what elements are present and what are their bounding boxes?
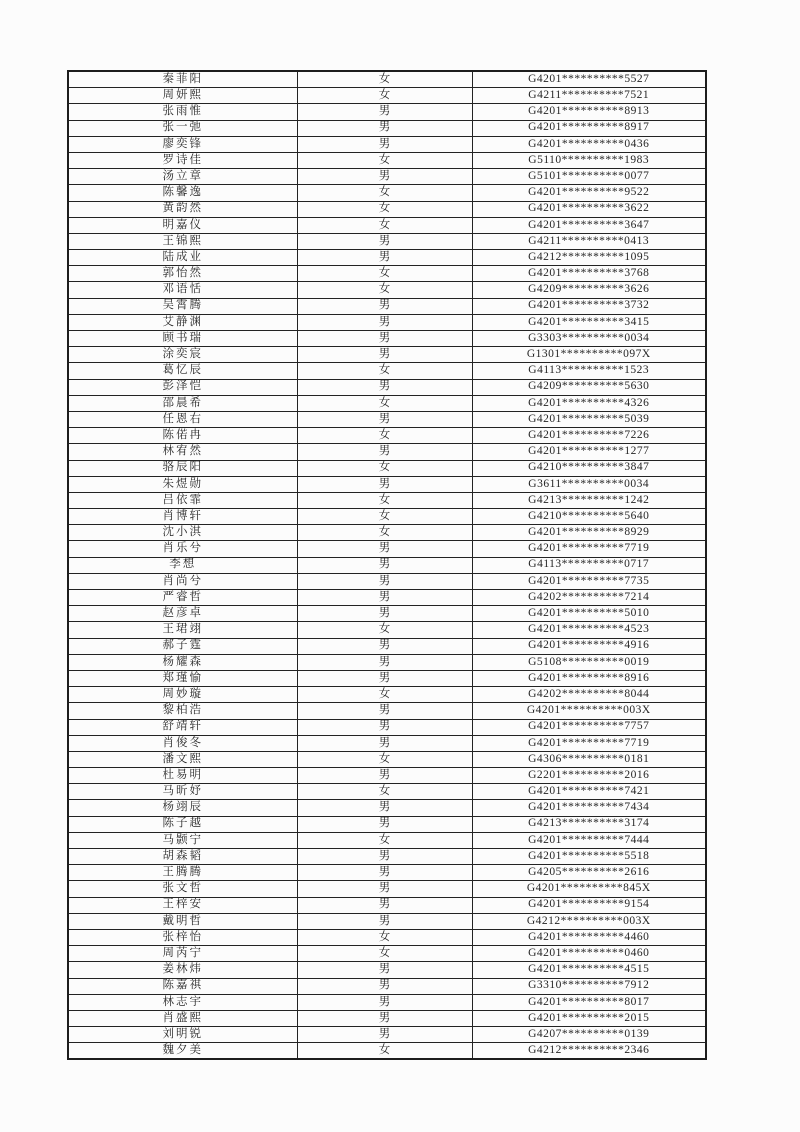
id-number-cell: G4201**********3647 bbox=[472, 217, 706, 233]
id-number-cell: G4201**********7735 bbox=[472, 573, 706, 589]
name-cell: 林宥然 bbox=[68, 444, 297, 460]
name-cell: 魏夕美 bbox=[68, 1043, 297, 1060]
gender-cell: 女 bbox=[297, 428, 472, 444]
table-row bbox=[68, 331, 706, 347]
gender-cell: 男 bbox=[297, 962, 472, 978]
table-row bbox=[68, 266, 706, 282]
id-number-cell: G4212**********1095 bbox=[472, 250, 706, 266]
gender-cell: 女 bbox=[297, 185, 472, 201]
gender-cell: 男 bbox=[297, 104, 472, 120]
name-cell: 沈小淇 bbox=[68, 525, 297, 541]
name-cell: 杨翊辰 bbox=[68, 800, 297, 816]
table-row bbox=[68, 784, 706, 800]
name-cell: 张一弛 bbox=[68, 120, 297, 136]
name-cell: 张文哲 bbox=[68, 881, 297, 897]
name-cell: 陈偌冉 bbox=[68, 428, 297, 444]
table-row bbox=[68, 298, 706, 314]
name-cell: 罗诗佳 bbox=[68, 152, 297, 168]
gender-cell: 男 bbox=[297, 573, 472, 589]
table-row bbox=[68, 314, 706, 330]
id-number-cell: G3310**********7912 bbox=[472, 978, 706, 994]
name-cell: 舒靖轩 bbox=[68, 719, 297, 735]
id-number-cell: G4201**********4523 bbox=[472, 622, 706, 638]
gender-cell: 女 bbox=[297, 525, 472, 541]
table-row bbox=[68, 735, 706, 751]
gender-cell: 女 bbox=[297, 395, 472, 411]
id-number-cell: G4205**********2616 bbox=[472, 865, 706, 881]
table-row bbox=[68, 185, 706, 201]
id-number-cell: G4201**********3732 bbox=[472, 298, 706, 314]
table-row bbox=[68, 703, 706, 719]
name-cell: 邵晨希 bbox=[68, 395, 297, 411]
table-row bbox=[68, 395, 706, 411]
id-number-cell: G1301**********097X bbox=[472, 347, 706, 363]
name-cell: 汤立章 bbox=[68, 169, 297, 185]
table-row bbox=[68, 994, 706, 1010]
id-number-cell: G4201**********8916 bbox=[472, 670, 706, 686]
table-row bbox=[68, 606, 706, 622]
id-number-cell: G4209**********5630 bbox=[472, 379, 706, 395]
table-row bbox=[68, 865, 706, 881]
roster-table bbox=[67, 70, 707, 1060]
name-cell: 胡森韬 bbox=[68, 849, 297, 865]
gender-cell: 男 bbox=[297, 331, 472, 347]
gender-cell: 女 bbox=[297, 152, 472, 168]
gender-cell: 男 bbox=[297, 978, 472, 994]
name-cell: 马昕妤 bbox=[68, 784, 297, 800]
name-cell: 赵彦卓 bbox=[68, 606, 297, 622]
table-row bbox=[68, 233, 706, 249]
id-number-cell: G4201**********7444 bbox=[472, 832, 706, 848]
id-number-cell: G4306**********0181 bbox=[472, 751, 706, 767]
name-cell: 郝子霆 bbox=[68, 638, 297, 654]
id-number-cell: G4201**********5039 bbox=[472, 411, 706, 427]
id-number-cell: G4201**********845X bbox=[472, 881, 706, 897]
table-row bbox=[68, 590, 706, 606]
gender-cell: 女 bbox=[297, 363, 472, 379]
id-number-cell: G4202**********7214 bbox=[472, 590, 706, 606]
id-number-cell: G4201**********8917 bbox=[472, 120, 706, 136]
id-number-cell: G4201**********9154 bbox=[472, 897, 706, 913]
name-cell: 任恩右 bbox=[68, 411, 297, 427]
table-row bbox=[68, 638, 706, 654]
table-row bbox=[68, 557, 706, 573]
table-row bbox=[68, 444, 706, 460]
table-row bbox=[68, 136, 706, 152]
id-number-cell: G4201**********003X bbox=[472, 703, 706, 719]
gender-cell: 女 bbox=[297, 88, 472, 104]
name-cell: 肖博轩 bbox=[68, 509, 297, 525]
table-row bbox=[68, 751, 706, 767]
table-row bbox=[68, 379, 706, 395]
table-row bbox=[68, 476, 706, 492]
table-row bbox=[68, 897, 706, 913]
id-number-cell: G4201**********0460 bbox=[472, 946, 706, 962]
name-cell: 陈馨逸 bbox=[68, 185, 297, 201]
id-number-cell: G4201**********5010 bbox=[472, 606, 706, 622]
gender-cell: 女 bbox=[297, 946, 472, 962]
id-number-cell: G4213**********3174 bbox=[472, 816, 706, 832]
gender-cell: 女 bbox=[297, 492, 472, 508]
gender-cell: 女 bbox=[297, 71, 472, 88]
name-cell: 陈子越 bbox=[68, 816, 297, 832]
name-cell: 张梓怡 bbox=[68, 929, 297, 945]
gender-cell: 男 bbox=[297, 557, 472, 573]
id-number-cell: G4201**********4916 bbox=[472, 638, 706, 654]
roster-table-body bbox=[68, 71, 706, 1059]
table-row bbox=[68, 411, 706, 427]
id-number-cell: G4209**********3626 bbox=[472, 282, 706, 298]
id-number-cell: G4210**********5640 bbox=[472, 509, 706, 525]
id-number-cell: G4201**********4326 bbox=[472, 395, 706, 411]
table-row bbox=[68, 849, 706, 865]
table-row bbox=[68, 201, 706, 217]
gender-cell: 男 bbox=[297, 120, 472, 136]
gender-cell: 男 bbox=[297, 411, 472, 427]
gender-cell: 女 bbox=[297, 784, 472, 800]
gender-cell: 男 bbox=[297, 849, 472, 865]
id-number-cell: G4207**********0139 bbox=[472, 1027, 706, 1043]
table-row bbox=[68, 169, 706, 185]
id-number-cell: G4212**********2346 bbox=[472, 1043, 706, 1060]
id-number-cell: G4213**********1242 bbox=[472, 492, 706, 508]
id-number-cell: G4202**********8044 bbox=[472, 687, 706, 703]
id-number-cell: G4201**********8913 bbox=[472, 104, 706, 120]
table-row bbox=[68, 363, 706, 379]
table-row bbox=[68, 946, 706, 962]
name-cell: 涂奕宸 bbox=[68, 347, 297, 363]
gender-cell: 女 bbox=[297, 751, 472, 767]
gender-cell: 女 bbox=[297, 460, 472, 476]
id-number-cell: G4201**********3622 bbox=[472, 201, 706, 217]
name-cell: 王锦熙 bbox=[68, 233, 297, 249]
table-row bbox=[68, 104, 706, 120]
gender-cell: 男 bbox=[297, 768, 472, 784]
name-cell: 顾书瑞 bbox=[68, 331, 297, 347]
name-cell: 彭泽恺 bbox=[68, 379, 297, 395]
table-row bbox=[68, 460, 706, 476]
gender-cell: 男 bbox=[297, 444, 472, 460]
gender-cell: 男 bbox=[297, 897, 472, 913]
id-number-cell: G3303**********0034 bbox=[472, 331, 706, 347]
gender-cell: 男 bbox=[297, 670, 472, 686]
gender-cell: 男 bbox=[297, 541, 472, 557]
name-cell: 王腾腾 bbox=[68, 865, 297, 881]
name-cell: 肖尚兮 bbox=[68, 573, 297, 589]
name-cell: 吕依霏 bbox=[68, 492, 297, 508]
gender-cell: 男 bbox=[297, 816, 472, 832]
name-cell: 张雨惟 bbox=[68, 104, 297, 120]
gender-cell: 男 bbox=[297, 476, 472, 492]
name-cell: 刘明锐 bbox=[68, 1027, 297, 1043]
gender-cell: 男 bbox=[297, 136, 472, 152]
table-row bbox=[68, 217, 706, 233]
table-row bbox=[68, 622, 706, 638]
gender-cell: 女 bbox=[297, 832, 472, 848]
name-cell: 黄韵然 bbox=[68, 201, 297, 217]
name-cell: 陈嘉祺 bbox=[68, 978, 297, 994]
table-row bbox=[68, 978, 706, 994]
id-number-cell: G4201**********8017 bbox=[472, 994, 706, 1010]
id-number-cell: G5108**********0019 bbox=[472, 654, 706, 670]
table-row bbox=[68, 719, 706, 735]
gender-cell: 女 bbox=[297, 509, 472, 525]
table-row bbox=[68, 913, 706, 929]
name-cell: 艾静渊 bbox=[68, 314, 297, 330]
name-cell: 潘文熙 bbox=[68, 751, 297, 767]
table-row bbox=[68, 120, 706, 136]
id-number-cell: G4201**********7226 bbox=[472, 428, 706, 444]
name-cell: 周妍熙 bbox=[68, 88, 297, 104]
name-cell: 王珺翊 bbox=[68, 622, 297, 638]
gender-cell: 男 bbox=[297, 314, 472, 330]
gender-cell: 男 bbox=[297, 913, 472, 929]
table-row bbox=[68, 687, 706, 703]
gender-cell: 男 bbox=[297, 233, 472, 249]
table-row bbox=[68, 962, 706, 978]
id-number-cell: G4113**********1523 bbox=[472, 363, 706, 379]
gender-cell: 女 bbox=[297, 201, 472, 217]
id-number-cell: G4201**********3768 bbox=[472, 266, 706, 282]
gender-cell: 男 bbox=[297, 865, 472, 881]
table-row bbox=[68, 282, 706, 298]
name-cell: 邓语恬 bbox=[68, 282, 297, 298]
table-row bbox=[68, 768, 706, 784]
gender-cell: 男 bbox=[297, 1027, 472, 1043]
gender-cell: 女 bbox=[297, 929, 472, 945]
name-cell: 吴霄腾 bbox=[68, 298, 297, 314]
id-number-cell: G4201**********4515 bbox=[472, 962, 706, 978]
id-number-cell: G5101**********0077 bbox=[472, 169, 706, 185]
id-number-cell: G4201**********2015 bbox=[472, 1010, 706, 1026]
name-cell: 明嘉仪 bbox=[68, 217, 297, 233]
table-row bbox=[68, 1010, 706, 1026]
id-number-cell: G4211**********0413 bbox=[472, 233, 706, 249]
name-cell: 廖奕锋 bbox=[68, 136, 297, 152]
gender-cell: 女 bbox=[297, 217, 472, 233]
table-row bbox=[68, 832, 706, 848]
table-row bbox=[68, 525, 706, 541]
table-row bbox=[68, 654, 706, 670]
gender-cell: 男 bbox=[297, 881, 472, 897]
id-number-cell: G4201**********7757 bbox=[472, 719, 706, 735]
table-row bbox=[68, 573, 706, 589]
id-number-cell: G4201**********7719 bbox=[472, 541, 706, 557]
table-row bbox=[68, 670, 706, 686]
gender-cell: 女 bbox=[297, 1043, 472, 1060]
name-cell: 葛忆辰 bbox=[68, 363, 297, 379]
name-cell: 姜林炜 bbox=[68, 962, 297, 978]
gender-cell: 女 bbox=[297, 687, 472, 703]
gender-cell: 男 bbox=[297, 654, 472, 670]
gender-cell: 男 bbox=[297, 735, 472, 751]
name-cell: 陆成业 bbox=[68, 250, 297, 266]
table-row bbox=[68, 250, 706, 266]
id-number-cell: G4201**********0436 bbox=[472, 136, 706, 152]
table-row bbox=[68, 929, 706, 945]
id-number-cell: G4201**********7421 bbox=[472, 784, 706, 800]
id-number-cell: G4211**********7521 bbox=[472, 88, 706, 104]
name-cell: 黎柏浩 bbox=[68, 703, 297, 719]
gender-cell: 男 bbox=[297, 606, 472, 622]
table-row bbox=[68, 347, 706, 363]
name-cell: 肖乐兮 bbox=[68, 541, 297, 557]
gender-cell: 女 bbox=[297, 622, 472, 638]
id-number-cell: G4201**********5527 bbox=[472, 71, 706, 88]
table-row bbox=[68, 509, 706, 525]
name-cell: 周芮宁 bbox=[68, 946, 297, 962]
id-number-cell: G4201**********3415 bbox=[472, 314, 706, 330]
table-row bbox=[68, 541, 706, 557]
name-cell: 周妙璇 bbox=[68, 687, 297, 703]
id-number-cell: G4201**********4460 bbox=[472, 929, 706, 945]
name-cell: 朱煜勋 bbox=[68, 476, 297, 492]
id-number-cell: G4201**********7719 bbox=[472, 735, 706, 751]
gender-cell: 男 bbox=[297, 703, 472, 719]
name-cell: 肖盛熙 bbox=[68, 1010, 297, 1026]
name-cell: 戴明哲 bbox=[68, 913, 297, 929]
table-row bbox=[68, 428, 706, 444]
name-cell: 肖俊冬 bbox=[68, 735, 297, 751]
id-number-cell: G3611**********0034 bbox=[472, 476, 706, 492]
id-number-cell: G4201**********9522 bbox=[472, 185, 706, 201]
table-row bbox=[68, 800, 706, 816]
gender-cell: 男 bbox=[297, 169, 472, 185]
gender-cell: 男 bbox=[297, 1010, 472, 1026]
gender-cell: 男 bbox=[297, 994, 472, 1010]
table-row bbox=[68, 492, 706, 508]
gender-cell: 男 bbox=[297, 250, 472, 266]
gender-cell: 男 bbox=[297, 800, 472, 816]
table-row bbox=[68, 88, 706, 104]
gender-cell: 男 bbox=[297, 719, 472, 735]
id-number-cell: G4113**********0717 bbox=[472, 557, 706, 573]
gender-cell: 男 bbox=[297, 638, 472, 654]
id-number-cell: G4201**********1277 bbox=[472, 444, 706, 460]
name-cell: 郑瑾愉 bbox=[68, 670, 297, 686]
table-row bbox=[68, 1043, 706, 1060]
gender-cell: 女 bbox=[297, 282, 472, 298]
name-cell: 秦菲阳 bbox=[68, 71, 297, 88]
id-number-cell: G5110**********1983 bbox=[472, 152, 706, 168]
id-number-cell: G4212**********003X bbox=[472, 913, 706, 929]
gender-cell: 男 bbox=[297, 298, 472, 314]
name-cell: 严睿哲 bbox=[68, 590, 297, 606]
table-row bbox=[68, 881, 706, 897]
gender-cell: 男 bbox=[297, 590, 472, 606]
name-cell: 郭怡然 bbox=[68, 266, 297, 282]
name-cell: 李想 bbox=[68, 557, 297, 573]
gender-cell: 男 bbox=[297, 379, 472, 395]
table-row bbox=[68, 71, 706, 88]
name-cell: 骆辰阳 bbox=[68, 460, 297, 476]
id-number-cell: G4210**********3847 bbox=[472, 460, 706, 476]
table-row bbox=[68, 152, 706, 168]
name-cell: 王梓安 bbox=[68, 897, 297, 913]
table-row bbox=[68, 816, 706, 832]
name-cell: 杨耀森 bbox=[68, 654, 297, 670]
id-number-cell: G4201**********8929 bbox=[472, 525, 706, 541]
gender-cell: 女 bbox=[297, 266, 472, 282]
name-cell: 马颢宁 bbox=[68, 832, 297, 848]
id-number-cell: G2201**********2016 bbox=[472, 768, 706, 784]
id-number-cell: G4201**********7434 bbox=[472, 800, 706, 816]
name-cell: 杜易明 bbox=[68, 768, 297, 784]
table-row bbox=[68, 1027, 706, 1043]
id-number-cell: G4201**********5518 bbox=[472, 849, 706, 865]
name-cell: 林志宇 bbox=[68, 994, 297, 1010]
gender-cell: 男 bbox=[297, 347, 472, 363]
